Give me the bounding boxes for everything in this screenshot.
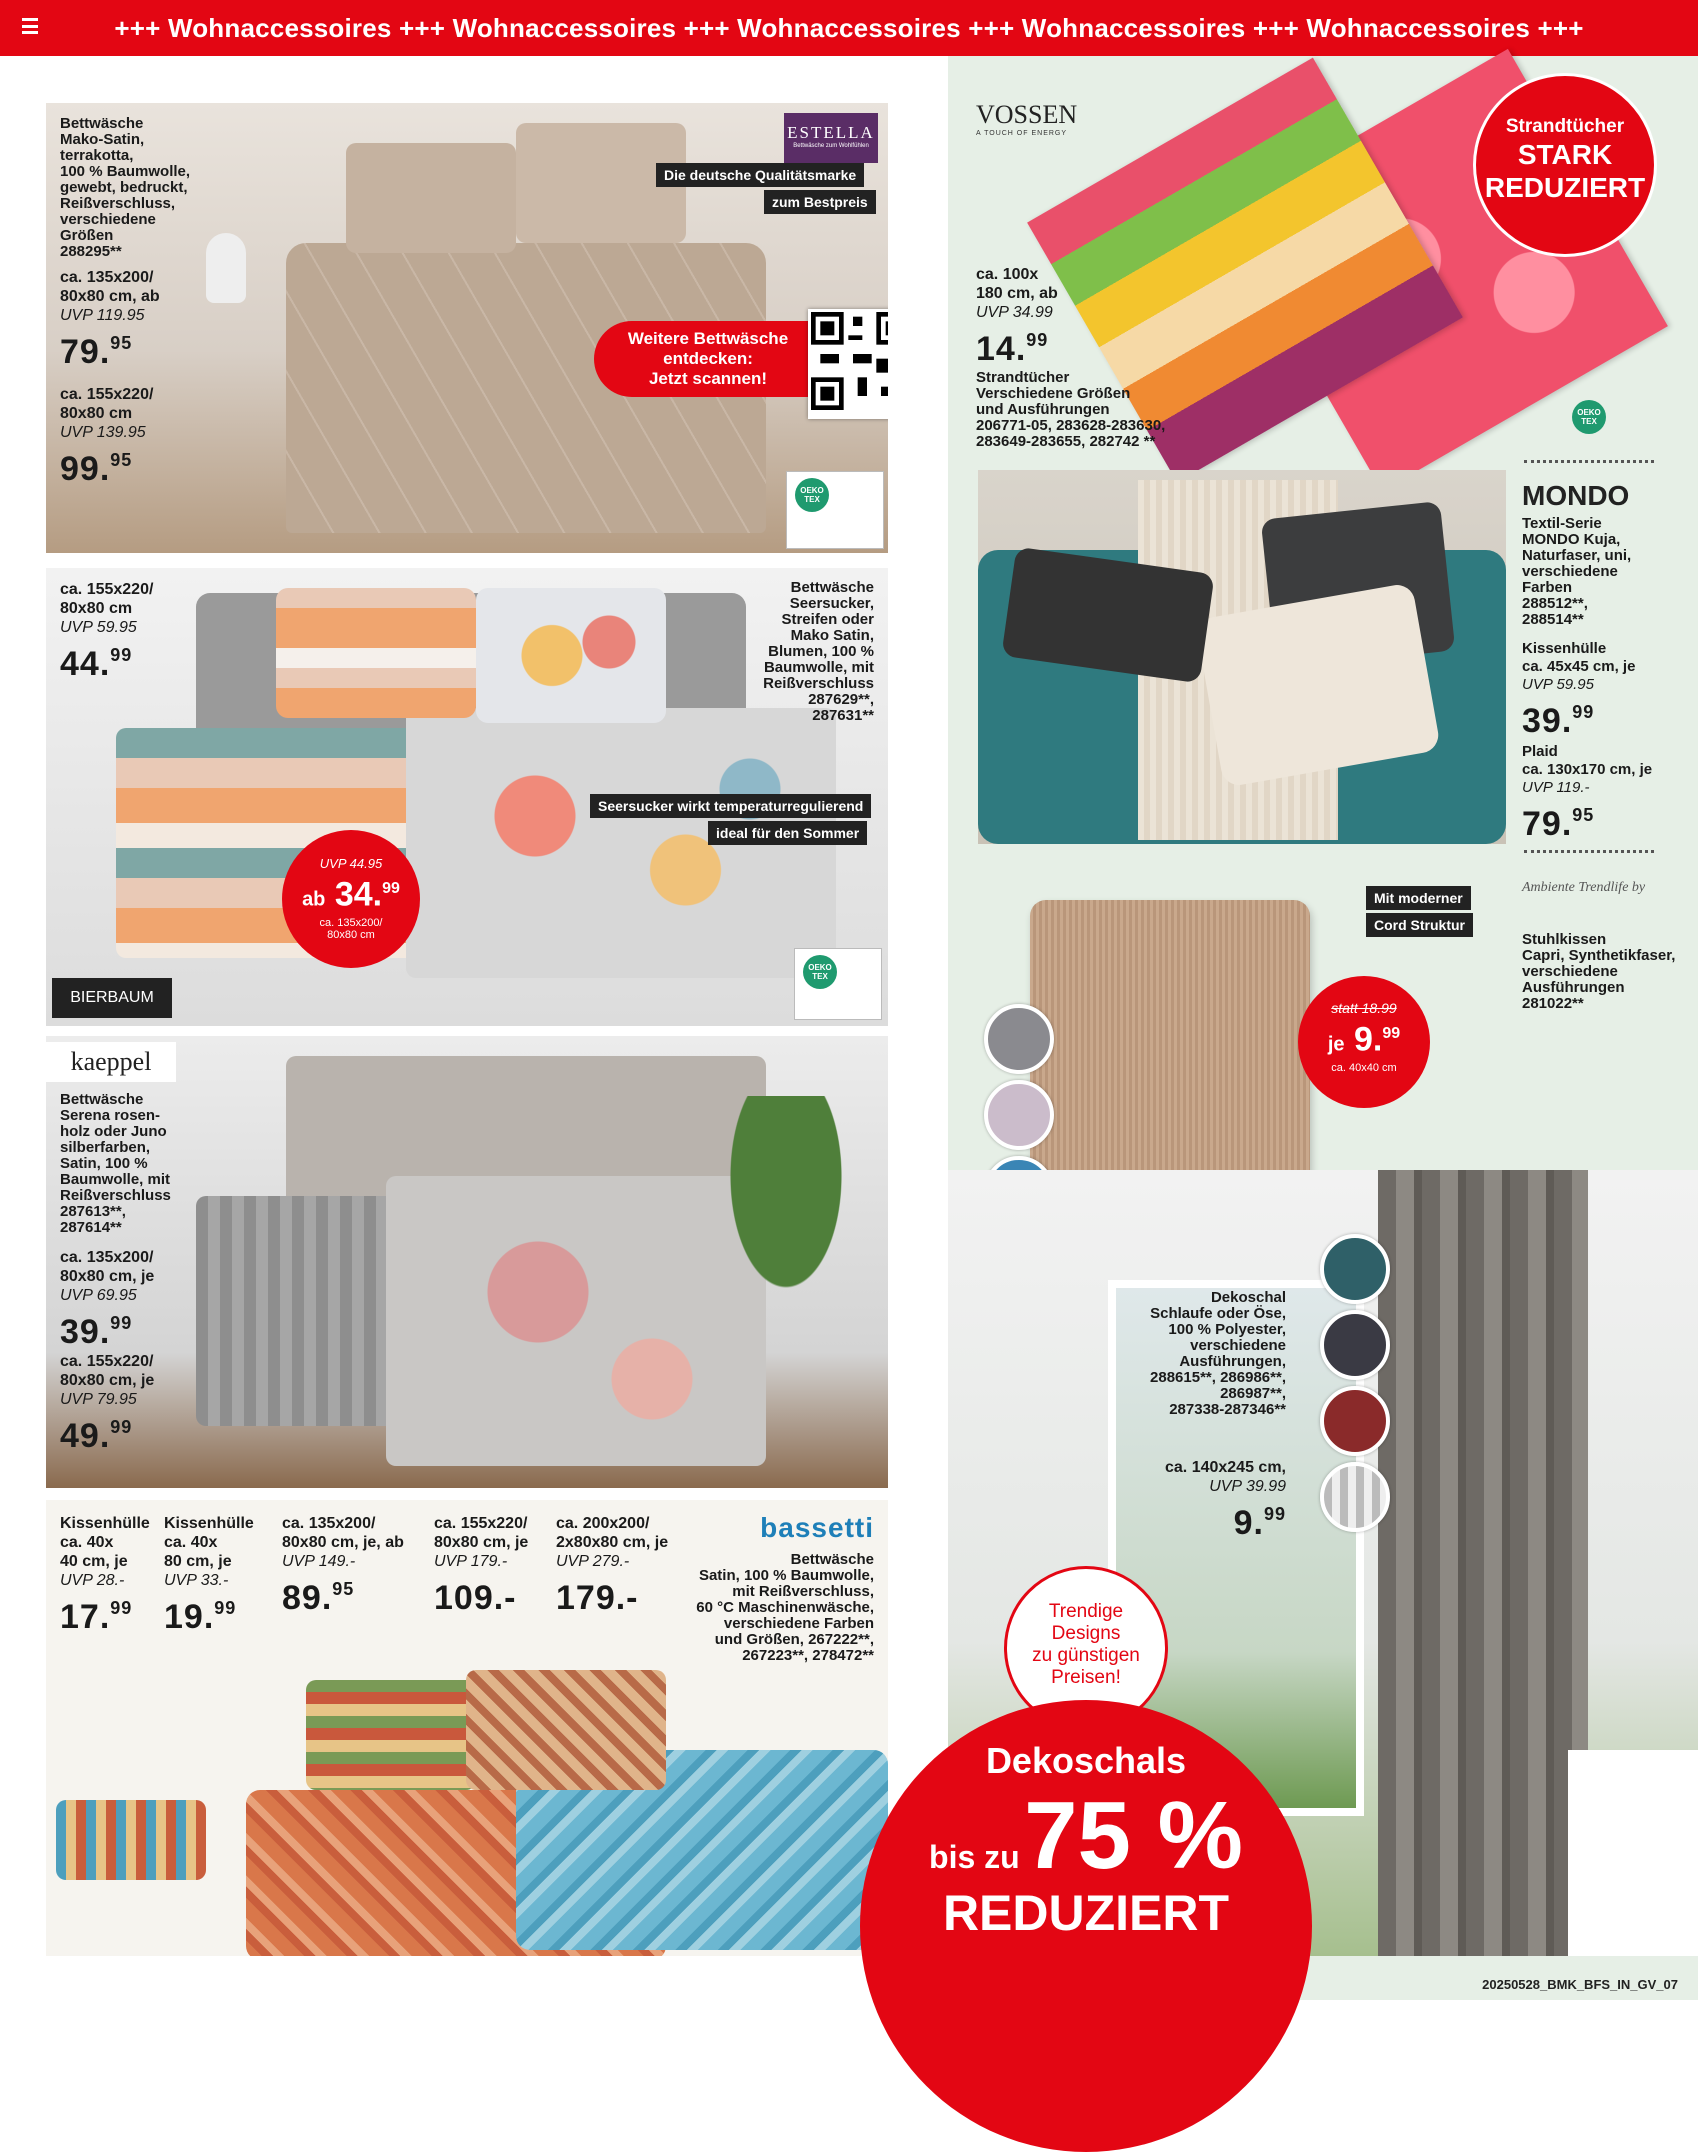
plant-decoration <box>726 1096 846 1296</box>
color-swatch[interactable] <box>984 1004 1054 1074</box>
color-swatch[interactable] <box>1320 1462 1390 1532</box>
stuhlkissen-description: Stuhlkissen Capri, Synthetikfaser, verschiedene Ausführungen 281022** <box>1522 931 1676 1012</box>
dekoschal-description: Dekoschal Schlaufe oder Öse, 100 % Polyester, verschiedene Ausführungen, 288615**, 286986**, 286987**, 287338-287346** <box>1150 1289 1286 1418</box>
vossen-offer: ca. 100x 180 cm, ab UVP 34.99 14.99 <box>976 266 1058 368</box>
vossen-logo <box>976 100 1077 137</box>
ambiente-logo: Ambiente Trendlife by <box>1522 880 1646 895</box>
estella-brand-sub: Bettwäsche zum Wohlfühlen <box>793 143 869 149</box>
mondo-offer-1: Kissenhülle ca. 45x45 cm, je UVP 59.95 39.99 <box>1522 640 1636 740</box>
estella-offer-2: ca. 155x220/ 80x80 cm UVP 139.95 99.95 <box>60 386 154 488</box>
oeko-tex-label <box>786 471 884 549</box>
kaeppel-price-2: 49.99 <box>60 1417 133 1455</box>
color-swatch[interactable] <box>984 1080 1054 1150</box>
bierbaum-description: Bettwäsche Seersucker, Streifen oder Mako Satin, Blumen, 100 % Baumwolle, mit Reißverschluss 287629**, 287631** <box>763 579 874 724</box>
vase-decoration <box>206 233 246 303</box>
oeko-tex-icon: OEKO TEX <box>1572 400 1606 434</box>
qr-code-icon <box>811 312 888 410</box>
estella-offer-1: ca. 135x200/ 80x80 cm, ab UVP 119.95 79.95 <box>60 269 160 371</box>
striped-pillow <box>306 1680 476 1790</box>
color-swatch[interactable] <box>1320 1310 1390 1380</box>
oeko-tex-label <box>1564 398 1660 446</box>
quality-tag: Die deutsche Qualitätsmarke <box>656 163 864 187</box>
bassetti-offer-4: ca. 155x220/ 80x80 cm, je UVP 179.- 109.- <box>434 1515 529 1617</box>
bassetti-offer-3: ca. 135x200/ 80x80 cm, je, ab UVP 149.- 89.95 <box>282 1515 404 1617</box>
pillow <box>346 143 516 253</box>
kaeppel-offer-2: ca. 155x220/ 80x80 cm, je UVP 79.95 49.99 <box>60 1353 155 1455</box>
oeko-tex-label <box>794 948 882 1020</box>
estella-brand: ESTELLA <box>787 123 875 142</box>
small-pillow <box>56 1800 206 1880</box>
cord-tag: Cord Struktur <box>1366 913 1473 937</box>
bierbaum-logo: BIERBAUM <box>52 978 172 1018</box>
mondo-price-1: 39.99 <box>1522 702 1595 740</box>
vossen-description: Strandtücher Verschiedene Größen und Ausführungen 206771-05, 283628-283630, 283649-283655, 282742 ** <box>976 369 1166 450</box>
dekoschals-sale-circle: Dekoschals bis zu 75 % REDUZIERT <box>860 1700 1312 2152</box>
bassetti-logo: bassetti <box>760 1512 874 1543</box>
estella-panel <box>46 103 888 553</box>
qr-code[interactable] <box>808 309 888 419</box>
color-swatch[interactable] <box>1320 1386 1390 1456</box>
oeko-tex-icon: OEKO TEX <box>795 478 829 512</box>
kaeppel-logo: kaeppel <box>46 1042 176 1082</box>
mondo-description: Textil-Serie MONDO Kuja, Naturfaser, uni, verschiedene Farben 288512**, 288514** <box>1522 515 1632 628</box>
seersucker-tag: Seersucker wirkt temperaturregulierend <box>590 794 871 818</box>
vossen-brand: VOSSEN <box>976 100 1078 129</box>
bassetti-offer-1: Kissenhülle ca. 40x 40 cm, je UVP 28.- 17.99 <box>60 1515 150 1636</box>
banner-text: +++ Wohnaccessoires +++ Wohnaccessoires +++ Wohnaccessoires +++ Wohnaccessoires +++ Wohnaccessoires +++ <box>114 12 1584 43</box>
bierbaum-panel <box>46 568 888 1026</box>
paisley-pillow <box>466 1670 666 1790</box>
trendy-bubble: Trendige Designs zu günstigen Preisen! <box>1004 1566 1168 1730</box>
mondo-image <box>978 470 1506 844</box>
vossen-brand-sub: A TOUCH OF ENERGY <box>976 130 1068 137</box>
kaeppel-price-1: 39.99 <box>60 1313 133 1351</box>
kaeppel-description: Bettwäsche Serena rosen- holz oder Juno silberfarben, Satin, 100 % Baumwolle, mit Reißverschluss 287613**, 287614** <box>60 1091 171 1236</box>
estella-price-1: 79.95 <box>60 333 133 371</box>
strandtuecher-circle: Strandtücher STARK REDUZIERT <box>1476 76 1654 254</box>
bierbaum-price: 44.99 <box>60 645 133 683</box>
bierbaum-price-circle: UVP 44.95 ab 34.99 ca. 135x200/ 80x80 cm <box>282 830 420 968</box>
bierbaum-offer: ca. 155x220/ 80x80 cm UVP 59.95 44.99 <box>60 581 154 683</box>
scan-callout[interactable]: Weitere Bettwäsche entdecken: Jetzt scannen! <box>594 321 822 397</box>
vossen-price: 14.99 <box>976 330 1049 368</box>
top-banner <box>0 0 1698 56</box>
modern-tag: Mit moderner <box>1366 886 1471 910</box>
menu-icon[interactable] <box>22 18 38 34</box>
summer-tag: ideal für den Sommer <box>708 821 867 845</box>
divider-dots <box>1524 460 1654 463</box>
floral-pillow <box>476 588 666 723</box>
striped-pillow <box>276 588 476 718</box>
divider-dots <box>1524 850 1654 853</box>
bassetti-offer-2: Kissenhülle ca. 40x 80 cm, je UVP 33.- 19.99 <box>164 1515 254 1636</box>
bestprice-tag: zum Bestpreis <box>764 190 876 214</box>
estella-description: Bettwäsche Mako-Satin, terrakotta, 100 % Baumwolle, gewebt, bedruckt, Reißverschluss, verschiedene Größen 288295** <box>60 115 191 260</box>
stuhlkissen-price-circle: statt 18.99 je 9.99 ca. 40x40 cm <box>1298 976 1430 1108</box>
color-swatch[interactable] <box>1320 1234 1390 1304</box>
estella-price-2: 99.95 <box>60 450 133 488</box>
curtain <box>1378 1170 1588 1956</box>
mondo-price-2: 79.95 <box>1522 805 1595 843</box>
sideboard <box>1568 1750 1698 1956</box>
mondo-logo: MONDO <box>1522 480 1630 511</box>
dekoschal-offer: ca. 140x245 cm, UVP 39.99 9.99 <box>1165 1459 1286 1542</box>
kaeppel-panel <box>46 1036 888 1488</box>
floral-duvet <box>386 1176 766 1466</box>
footer-code: 20250528_BMK_BFS_IN_GV_07 <box>1482 1977 1678 1992</box>
kaeppel-offer-1: ca. 135x200/ 80x80 cm, je UVP 69.95 39.99 <box>60 1249 155 1351</box>
bassetti-description: Bettwäsche Satin, 100 % Baumwolle, mit Reißverschluss, 60 °C Maschinenwäsche, verschiedene Farben und Größen, 267222**, 267223**, 278472** <box>696 1551 874 1664</box>
estella-logo <box>784 113 878 163</box>
bassetti-panel <box>46 1500 888 1956</box>
mondo-offer-2: Plaid ca. 130x170 cm, je UVP 119.- 79.95 <box>1522 743 1653 843</box>
chair-cushion <box>1030 900 1310 1190</box>
dekoschal-price: 9.99 <box>1233 1504 1286 1542</box>
bassetti-offer-5: ca. 200x200/ 2x80x80 cm, je UVP 279.- 179.- <box>556 1515 669 1617</box>
oeko-tex-icon: OEKO TEX <box>803 955 837 989</box>
